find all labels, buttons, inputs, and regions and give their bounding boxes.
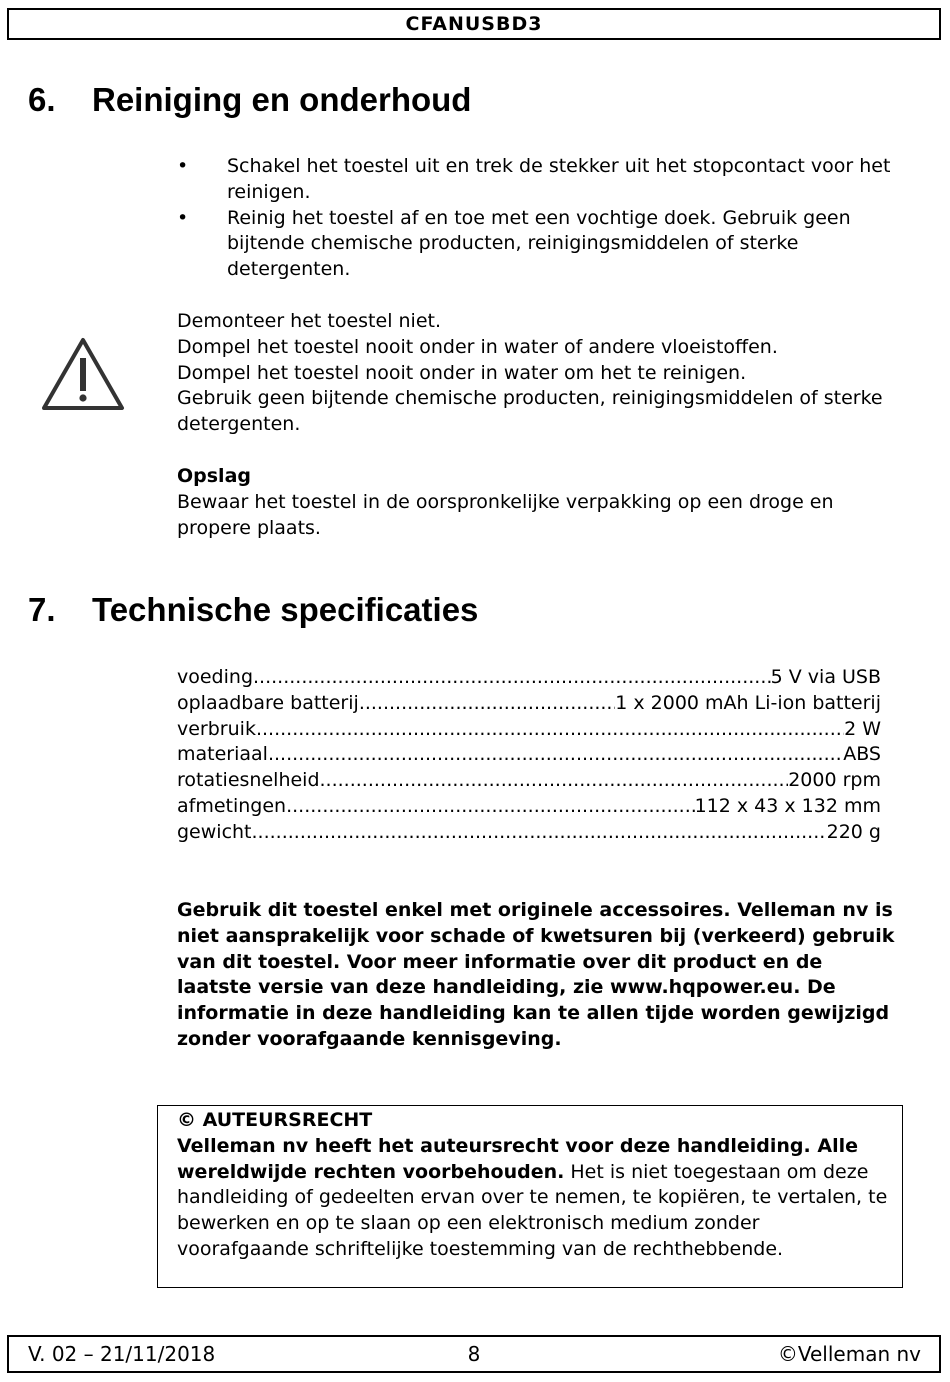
spec-row (177, 742, 881, 768)
document-header (7, 8, 941, 40)
warning-triangle-icon (40, 336, 126, 412)
leader-dots (320, 768, 789, 794)
spec-label: oplaadbare batterij (177, 691, 359, 714)
spec-row (177, 691, 881, 717)
copyright-box (157, 1105, 903, 1288)
spec-row (177, 768, 881, 794)
copyright-bold-text: Velleman nv heeft het auteursrecht voor deze handleiding. Alle wereldwijde rechten voorbehouden. (177, 1134, 858, 1183)
spec-value: 2 W (844, 717, 881, 740)
cleaning-bullet-list (177, 154, 897, 283)
section-7-heading: Technische specificaties (92, 591, 479, 628)
spec-label: voeding (177, 666, 253, 688)
list-item: • Reinig het toestel af en toe met een vochtige doek. Gebruik geen bijtende chemische producten, reinigingsmiddelen of sterke detergenten. (177, 206, 851, 281)
spec-row (177, 794, 881, 820)
leader-dots (253, 665, 771, 691)
spec-value: 220 g (826, 820, 881, 843)
warning-line: Dompel het toestel nooit onder in water om het te reinigen. (177, 361, 747, 384)
leader-dots (252, 820, 827, 846)
storage-text: Bewaar het toestel in de oorspronkelijke verpakking op een droge en propere plaats. (177, 490, 834, 539)
spec-value: 2000 rpm (788, 769, 881, 792)
spec-label: rotatiesnelheid (177, 769, 320, 792)
version-date: V. 02 – 21/11/2018 (28, 1342, 216, 1366)
section-6-number: 6. (28, 81, 56, 118)
spec-label: materiaal (177, 743, 268, 766)
leader-dots (256, 717, 844, 743)
leader-dots (286, 794, 694, 820)
storage-heading: Opslag (177, 465, 251, 487)
section-6-title (28, 80, 471, 120)
disclaimer-notice: Gebruik dit toestel enkel met originele accessoires. Velleman nv is niet aansprakelijk voor schade of kwetsuren bij (verkeerd) gebruik van dit toestel. Voor meer informatie over dit product en de laatste versie van deze handleiding, zie www.hqpower.eu. De informatie in deze handleiding kan te allen tijde worden gewijzigd zonder voorafgaande kennisgeving. (177, 899, 895, 1050)
leader-dots (359, 691, 615, 717)
copyright-heading: © AUTEURSRECHT (177, 1109, 373, 1131)
document-footer (7, 1335, 941, 1373)
bullet-icon: • (177, 206, 189, 229)
section-6-heading: Reiniging en onderhoud (92, 81, 472, 118)
warning-line: Dompel het toestel nooit onder in water of andere vloeistoffen. (177, 335, 778, 358)
section-7-number: 7. (28, 591, 56, 628)
list-item: • Schakel het toestel uit en trek de stekker uit het stopcontact voor het reinigen. (177, 155, 891, 203)
spec-row (177, 665, 881, 691)
spec-value: 5 V via USB (770, 666, 881, 688)
spec-value: 112 x 43 x 132 mm (694, 794, 881, 817)
storage-block (177, 464, 897, 541)
warning-text (177, 309, 897, 438)
copyright-normal-text: Het is niet toegestaan om deze handleiding of gedeelten ervan over te nemen, te kopiëren, te vertalen, te bewerken en op te slaan op een elektronisch medium zonder voorafgaande schriftelijke toestemming van de rechthebbende. (177, 1160, 888, 1260)
company-copyright: ©Velleman nv (777, 1342, 921, 1366)
spec-label: afmetingen (177, 794, 287, 817)
spec-value: 1 x 2000 mAh Li-ion batterij (615, 691, 881, 714)
page-number: 8 (467, 1342, 481, 1366)
warning-line: Gebruik geen bijtende chemische producten, reinigingsmiddelen of sterke detergenten. (177, 387, 883, 436)
spec-label: gewicht (177, 820, 252, 843)
bullet-icon: • (177, 155, 189, 177)
copyright-content (177, 1108, 892, 1263)
spec-row (177, 717, 881, 743)
copyright-paragraph (177, 1134, 892, 1263)
spec-value: ABS (843, 743, 881, 766)
spec-label: verbruik (177, 717, 256, 740)
product-code: CFANUSBD3 (405, 13, 543, 35)
leader-dots (268, 742, 843, 768)
section-7-title (28, 590, 478, 630)
spec-row (177, 820, 881, 846)
warning-line: Demonteer het toestel niet. (177, 310, 442, 332)
specifications-list (177, 665, 881, 846)
